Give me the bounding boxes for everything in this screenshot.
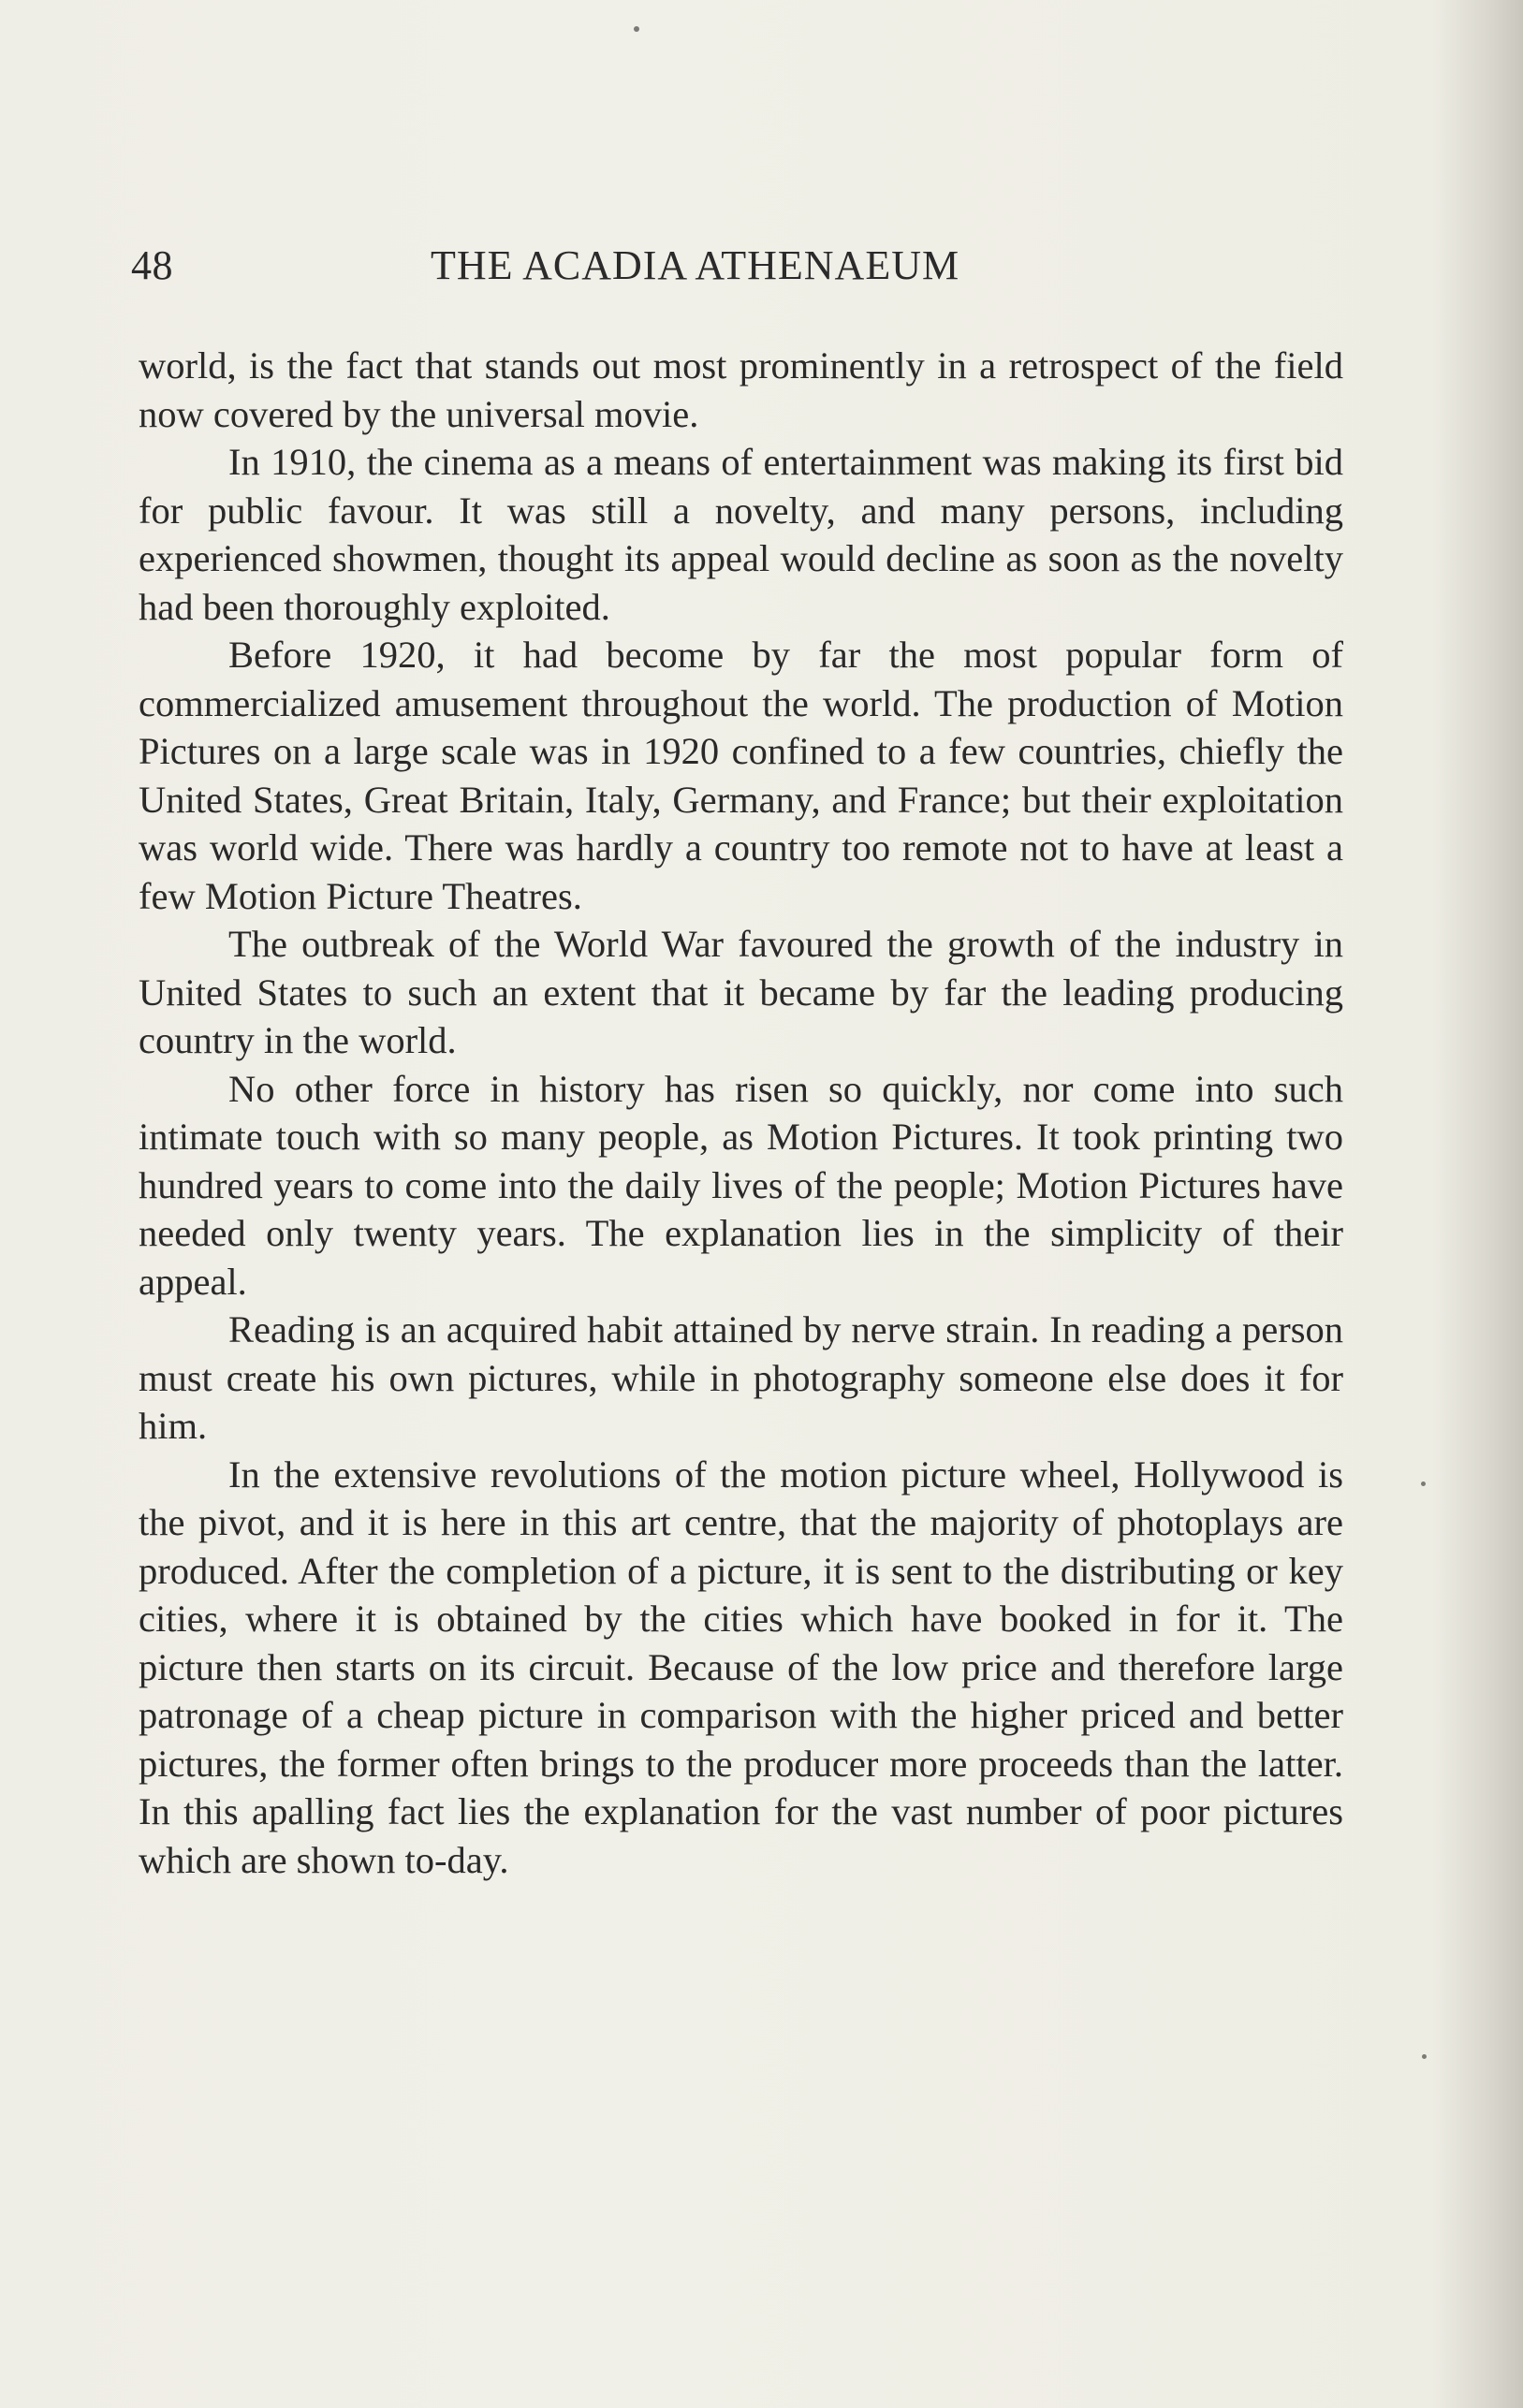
page-number: 48 bbox=[131, 242, 173, 288]
ink-speck bbox=[634, 26, 639, 32]
paragraph: world, is the fact that stands out most prominently in a retrospect of the field now covered by the universal movie. bbox=[139, 344, 1343, 435]
paragraph: The outbreak of the World War favoured the growth of the industry in United States to such an extent that it became by far the leading producing country in the world. bbox=[139, 923, 1343, 1061]
paragraph: In the extensive revolutions of the motion picture wheel, Hollywood is the pivot, and it is here in this art centre, that the majority of photoplays are produced. After the completion of a picture, it is sent to the distributing or key cities, where it is obtained by the cities which have booked in for it. The picture then starts on its circuit. Because of the low price and therefore large patronage of a cheap picture in comparison with the higher priced and better pictures, the former often brings to the producer more proceeds than the latter. In this apalling fact lies the explanation for the vast number of poor pictures which are shown to-day. bbox=[139, 1452, 1343, 1881]
page-header bbox=[131, 241, 1348, 298]
paragraph: Reading is an acquired habit attained by nerve strain. In reading a person must create his own pictures, while in photography someone else does it for him. bbox=[139, 1308, 1343, 1447]
body-text bbox=[139, 342, 1343, 1884]
paragraph: Before 1920, it had become by far the most popular form of commercialized amusement throughout the world. The production of Motion Pictures on a large scale was in 1920 confined to a few countries, chiefly the United States, Great Britain, Italy, Germany, and France; but their exploitation was world wide. There was hardly a country too remote not to have at least a few Motion Picture Theatres. bbox=[139, 634, 1343, 917]
running-title: THE ACADIA ATHENAEUM bbox=[431, 242, 960, 288]
paragraph: In 1910, the cinema as a means of entertainment was making its first bid for public favour. It was still a novelty, and many persons, including experienced showmen, thought its appeal would decline as soon as the novelty had been thoroughly exploited. bbox=[139, 441, 1343, 628]
ink-speck bbox=[1422, 2054, 1427, 2059]
paragraph: No other force in history has risen so quickly, nor come into such intimate touch with so many people, as Motion Pictures. It took printing two hundred years to come into the daily lives of the people; Motion Pictures have needed only twenty years. The explanation lies in the simplicity of their appeal. bbox=[139, 1067, 1343, 1303]
ink-speck bbox=[1421, 1481, 1426, 1486]
